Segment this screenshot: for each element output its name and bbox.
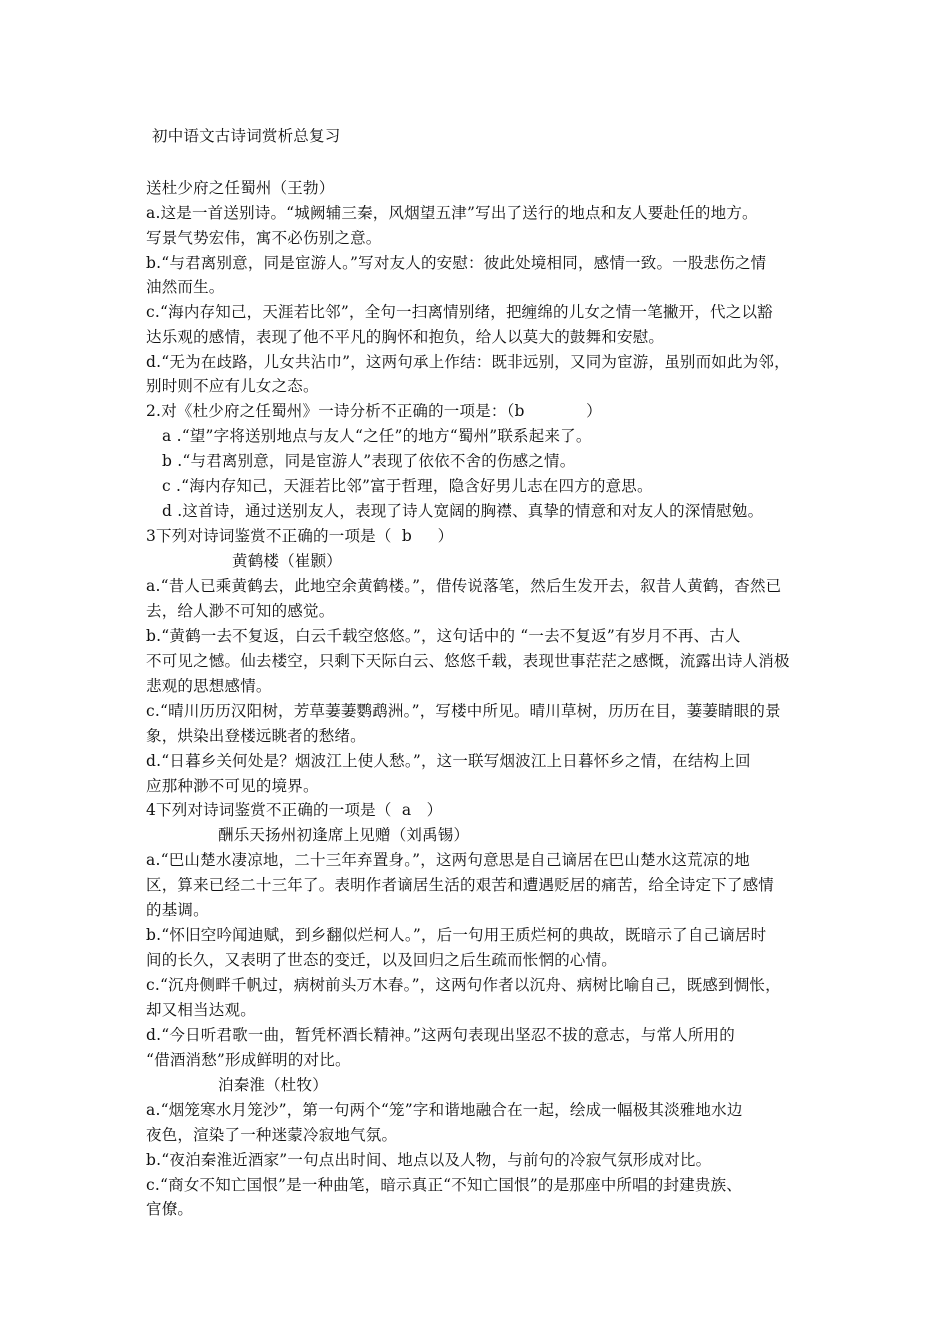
text-line: a.这是一首送别诗。“城阙辅三秦，风烟望五津”写出了送行的地点和友人要赴任的地方。 [146,204,758,222]
question-line: 3下列对诗词鉴赏不正确的一项是（ b ） [146,527,454,545]
text-line: 写景气势宏伟，寓不必伤别之意。 [146,229,382,247]
text-line: c.“晴川历历汉阳树，芳草萋萋鹦鹉洲。”，写楼中所见。晴川草树，历历在目，萋萋睛眼的景 [146,702,781,720]
poem-heading: 送杜少府之任蜀州（王勃） [146,179,335,197]
text-line: c.“商女不知亡国恨”是一种曲笔，暗示真正“不知亡国恨”的是那座中所唱的封建贵族、 [146,1176,743,1194]
option-line: d .这首诗，通过送别友人，表现了诗人宽阔的胸襟、真挚的情意和对友人的深情慰勉。 [162,502,764,520]
text-line: b.“怀旧空吟闻迪赋，到乡翻似烂柯人。”，后一句用王质烂柯的典故，既暗示了自己谪居时 [146,926,767,944]
poem-heading: 酬乐天扬州初逢席上见赠（刘禹锡） [218,826,470,844]
question-line: 4下列对诗词鉴赏不正确的一项是（ a ） [146,801,443,819]
text-line: 夜色，渲染了一种迷蒙冷寂地气氛。 [146,1126,398,1144]
text-line: 去，给人渺不可知的感觉。 [146,602,335,620]
text-line: 别时则不应有儿女之态。 [146,377,319,395]
text-line: c.“沉舟侧畔千帆过，病树前头万木春。”，这两句作者以沉舟、病树比喻自己，既感到惆怅， [146,976,781,994]
text-line: b.“黄鹤一去不复返，白云千载空悠悠。”，这句话中的 “一去不复返”有岁月不再、古人 [146,627,741,645]
text-line: d.“日暮乡关何处是？烟波江上使人愁。”，这一联写烟波江上日暮怀乡之情，在结构上回 [146,752,751,770]
text-line: 象，烘染出登楼远眺者的愁绪。 [146,727,366,745]
text-line: 达乐观的感情，表现了他不平凡的胸怀和抱负，给人以莫大的鼓舞和安慰。 [146,328,665,346]
text-line: a.“巴山楚水凄凉地，二十三年弃置身。”，这两句意思是自己谪居在巴山楚水这荒凉的地 [146,851,750,869]
text-line: 不可见之憾。仙去楼空，只剩下天际白云、悠悠千载，表现世事茫茫之感慨，流露出诗人消极 [146,652,790,670]
text-line: 区，算来已经二十三年了。表明作者谪居生活的艰苦和遭遇贬居的痛苦，给全诗定下了感情 [146,876,775,894]
text-line: 的基调。 [146,901,209,919]
option-line: b .“与君离别意，同是宦游人”表现了依依不舍的伤感之情。 [162,452,576,470]
option-line: a .“望”字将送别地点与友人“之任”的地方“蜀州”联系起来了。 [162,427,592,445]
option-line: c .“海内存知己，天涯若比邻”富于哲理，隐含好男儿志在四方的意思。 [162,477,653,495]
text-line: d.“无为在歧路，儿女共沾巾”，这两句承上作结：既非远别，又同为宦游，虽别而如此为邻， [146,353,790,371]
text-line: 悲观的思想感情。 [146,677,272,695]
question-line: 2.对《杜少府之任蜀州》一诗分析不正确的一项是：（b ） [146,402,602,420]
text-line: b.“夜泊秦淮近酒家”一句点出时间、地点以及人物，与前句的冷寂气氛形成对比。 [146,1151,712,1169]
text-line: b.“与君离别意，同是宦游人。”写对友人的安慰：彼此处境相同，感情一致。一股悲伤之情 [146,254,767,272]
text-line: 官僚。 [146,1200,194,1218]
document-title: 初中语文古诗词赏析总复习 [152,127,341,145]
text-line: 应那种渺不可见的境界。 [146,777,319,795]
text-line: 油然而生。 [146,278,225,296]
text-line: 间的长久，又表明了世态的变迁，以及回归之后生疏而怅惘的心情。 [146,951,618,969]
text-line: d.“今日听君歌一曲，暂凭杯酒长精神。”这两句表现出坚忍不拔的意志，与常人所用的 [146,1026,735,1044]
text-line: “借酒消愁”形成鲜明的对比。 [146,1051,351,1069]
text-line: a.“烟笼寒水月笼沙”，第一句两个“笼”字和谐地融合在一起，绘成一幅极其淡雅地水边 [146,1101,743,1119]
text-line: c.“海内存知己，天涯若比邻”，全句一扫离情别绪，把缠绵的儿女之情一笔撇开，代之以豁 [146,303,773,321]
poem-heading: 泊秦淮（杜牧） [218,1076,328,1094]
text-line: 却又相当达观。 [146,1001,256,1019]
text-line: a.“昔人已乘黄鹤去，此地空余黄鹤楼。”，借传说落笔，然后生发开去，叙昔人黄鹤，杳然已 [146,577,782,595]
poem-heading: 黄鹤楼（崔颢） [232,552,342,570]
